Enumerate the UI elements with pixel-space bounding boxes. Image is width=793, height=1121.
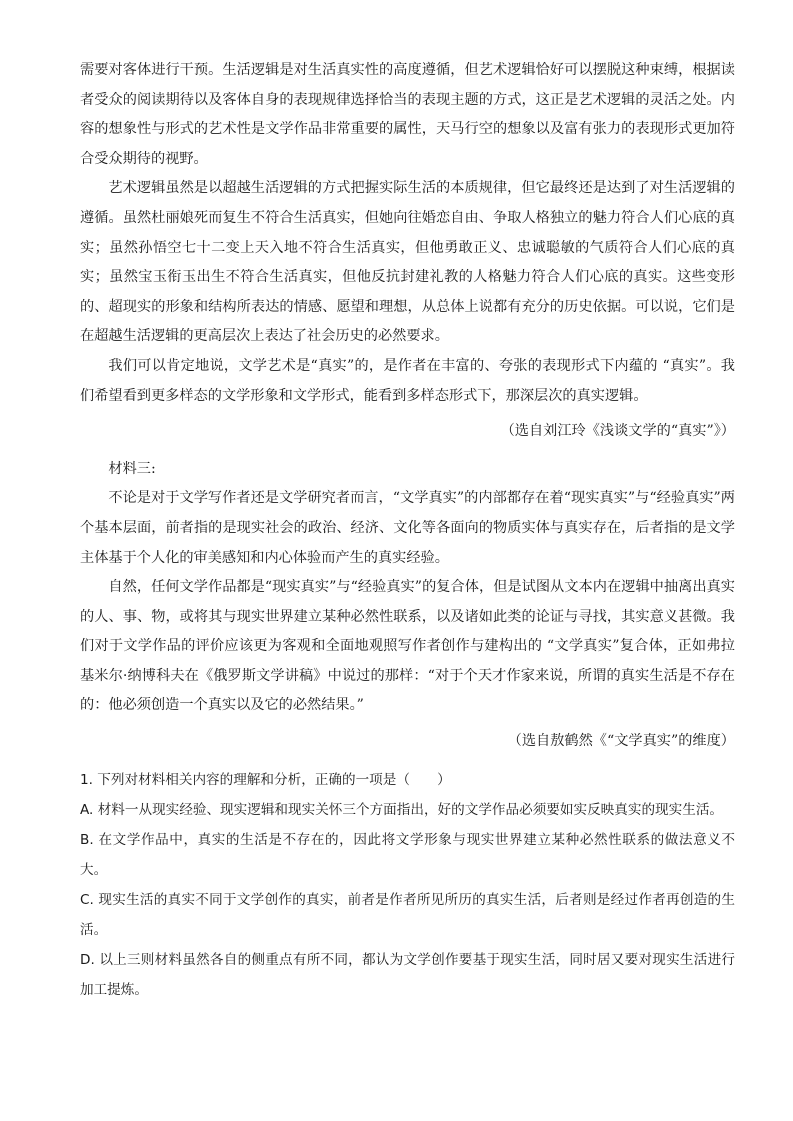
material2-paragraph-1: 需要对客体进行干预。生活逻辑是对生活真实性的高度遵循，但艺术逻辑恰好可以摆脱这种束缚，根据读者受众的阅读期待以及客体自身的表现规律选择恰当的表现主题的方式，这正是艺术逻辑的灵活之处。内容的想象性与形式的艺术性是文学作品非常重要的属性，天马行空的想象以及富有张力的表现形式更加符合受众期待的视野。	[80, 62, 735, 167]
material2-source: （选自刘江玲《浅谈文学的“真实”》）	[500, 423, 735, 440]
option-b: B. 在文学作品中，真实的生活是不存在的，因此将文学形象与现实世界建立某种必然性联系的做法意义不大。	[80, 831, 735, 878]
material3-paragraph-1: 不论是对于文学写作者还是文学研究者而言，“文学真实”的内部都存在着“现实真实”与“经验真实”两个基本层面，前者指的是现实社会的政治、经济、文化等各面向的物质实体与真实存在，后者指的是文学主体基于个人化的审美感知和内心体验而产生的真实经验。	[80, 490, 735, 566]
question-stem: 1. 下列对材料相关内容的理解和分析，正确的一项是（ ）	[80, 771, 451, 788]
material3-label: 材料三:	[108, 460, 156, 477]
material2-paragraph-2: 艺术逻辑虽然是以超越生活逻辑的方式把握实际生活的本质规律，但它最终还是达到了对生活逻辑的遵循。虽然杜丽娘死而复生不符合生活真实，但她向往婚恋自由、争取人格独立的魅力符合人们心底的真实；虽然孙悟空七十二变上天入地不符合生活真实，但他勇敢正义、忠诚聪敏的气质符合人们心底的真实；虽然宝玉衔玉出生不符合生活真实，但他反抗封建礼教的人格魅力符合人们心底的真实。这些变形的、超现实的形象和结构所表达的情感、愿望和理想，从总体上说都有充分的历史依据。可以说，它们是在超越生活逻辑的更高层次上表达了社会历史的必然要求。	[80, 180, 735, 345]
option-a: A. 材料一从现实经验、现实逻辑和现实关怀三个方面指出，好的文学作品必须要如实反映真实的现实生活。	[80, 801, 724, 818]
option-c: C. 现实生活的真实不同于文学创作的真实，前者是作者所见所历的真实生活，后者则是经过作者再创造的生活。	[80, 891, 735, 938]
material3-paragraph-2: 自然，任何文学作品都是“现实真实”与“经验真实”的复合体，但是试图从文本内在逻辑中抽离出真实的人、事、物，或将其与现实世界建立某种必然性联系，以及诸如此类的论证与寻找，其实意义甚微。我们对于文学作品的评价应该更为客观和全面地观照写作者创作与建构出的 “文学真实”复合体，正如弗拉基米尔·纳博科夫在《俄罗斯文学讲稿》中说过的那样：“对于个天才作家来说，所谓的真实生活是不存在的：他必须创造一个真实以及它的必然结果。”	[80, 579, 735, 714]
material2-paragraph-3: 我们可以肯定地说，文学艺术是“真实”的，是作者在丰富的、夸张的表现形式下内蕴的 “真实”。我们希望看到更多样态的文学形象和文学形式，能看到多样态形式下，那深层次的真实逻辑。	[80, 357, 735, 404]
option-d: D. 以上三则材料虽然各自的侧重点有所不同，都认为文学创作要基于现实生活，同时居又要对现实生活进行加工提炼。	[80, 951, 735, 998]
material3-source: （选自敖鹤然《“文学真实”的维度）	[507, 733, 735, 750]
